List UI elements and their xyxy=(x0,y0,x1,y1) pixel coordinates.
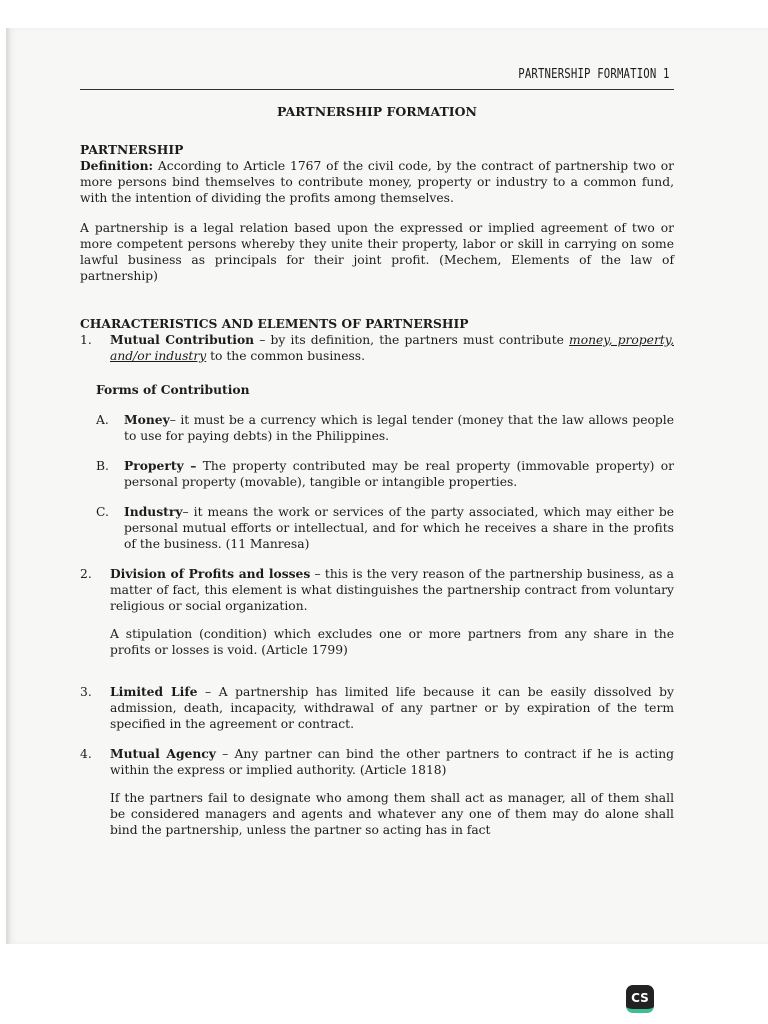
form-text: – it must be a currency which is legal tender (money that the law allows people to use for paying debts) in the Philippines. xyxy=(124,413,674,443)
running-header xyxy=(80,67,674,90)
list-item-mutual-agency xyxy=(80,746,674,778)
definition-text: According to Article 1767 of the civil code, by the contract of partnership two or more persons bind themselves to contribute money, property or industry to a common fund, with the intention of dividing the profits among themselves. xyxy=(80,159,674,205)
forms-of-contribution-heading: Forms of Contribution xyxy=(96,382,250,397)
underlined-terms: money, property, and/or industry xyxy=(110,333,674,363)
item-label: Mutual Agency xyxy=(110,746,216,762)
form-text: The property contributed may be real property (immovable property) or personal property (movable), tangible or intangible properties. xyxy=(124,459,674,489)
form-label: Industry xyxy=(124,504,183,519)
list-number: 3. xyxy=(80,685,92,700)
definition-label: Definition: xyxy=(80,158,154,173)
list-letter: B. xyxy=(96,459,109,473)
item-label: Division of Profits and losses xyxy=(110,566,311,581)
item-text: – this is the very reason of the partnership business, as a matter of fact, this element is what distinguishes the partnership contract from voluntary religious or social organization. xyxy=(110,567,674,613)
form-item-money xyxy=(80,412,674,444)
camscanner-logo-icon: CS xyxy=(626,985,654,1013)
item-label: Mutual Contribution xyxy=(110,332,255,347)
list-number: 4. xyxy=(80,747,92,762)
section-heading-partnership: PARTNERSHIP xyxy=(80,142,184,157)
document-body xyxy=(80,104,674,851)
list-item-limited-life xyxy=(80,684,674,732)
form-label: Property – xyxy=(124,458,197,473)
item-text: – A partnership has limited life because it can be easily dissolved by admission, death, incapacity, withdrawal of any partner or by expiration of the term specified in the agreement or contract. xyxy=(110,685,674,732)
page-edge-shadow xyxy=(6,28,12,944)
section-heading-characteristics: CHARACTERISTICS AND ELEMENTS OF PARTNERSHIP xyxy=(80,316,469,331)
item-label: Limited Life xyxy=(110,684,198,700)
list-number: 1. xyxy=(80,333,92,347)
list-number: 2. xyxy=(80,567,92,581)
item-text: – by its definition, the partners must contribute xyxy=(254,333,570,347)
list-letter: C. xyxy=(96,505,109,519)
form-item-property xyxy=(80,458,674,490)
list-item-mutual-contribution xyxy=(80,332,674,364)
form-text: – it means the work or services of the party associated, which may either be personal mutual efforts or intellectual, and for which he receives a share in the profits of the business. (11 Manresa) xyxy=(124,505,674,551)
header-text: PARTNERSHIP FORMATION 1 xyxy=(518,67,670,82)
mutual-agency-paragraph: If the partners fail to designate who among them shall act as manager, all of them shall be considered managers and agents and whatever any one of them may do alone shall bind the partnership, unless the partner so acting has in fact xyxy=(110,791,674,838)
division-stipulation-paragraph: A stipulation (condition) which excludes one or more partners from any share in the profits or losses is void. (Article 1799) xyxy=(110,627,674,657)
form-label: Money xyxy=(124,412,170,427)
list-letter: A. xyxy=(96,413,109,427)
form-item-industry xyxy=(80,504,674,552)
page-title: PARTNERSHIP FORMATION xyxy=(277,104,477,119)
item-text: – Any partner can bind the other partners to contract if he is acting within the express or implied authority. (Article 1818) xyxy=(110,747,674,778)
list-item-division-of-profits xyxy=(80,566,674,614)
item-text-end: to the common business. xyxy=(206,349,366,363)
partnership-paragraph-2: A partnership is a legal relation based upon the expressed or implied agreement of two or more competent persons whereby they unite their property, labor or skill in carrying on some lawful business as principals for their joint profit. (Mechem, Elements of the law of partnership) xyxy=(80,221,674,283)
definition-paragraph xyxy=(80,158,674,206)
